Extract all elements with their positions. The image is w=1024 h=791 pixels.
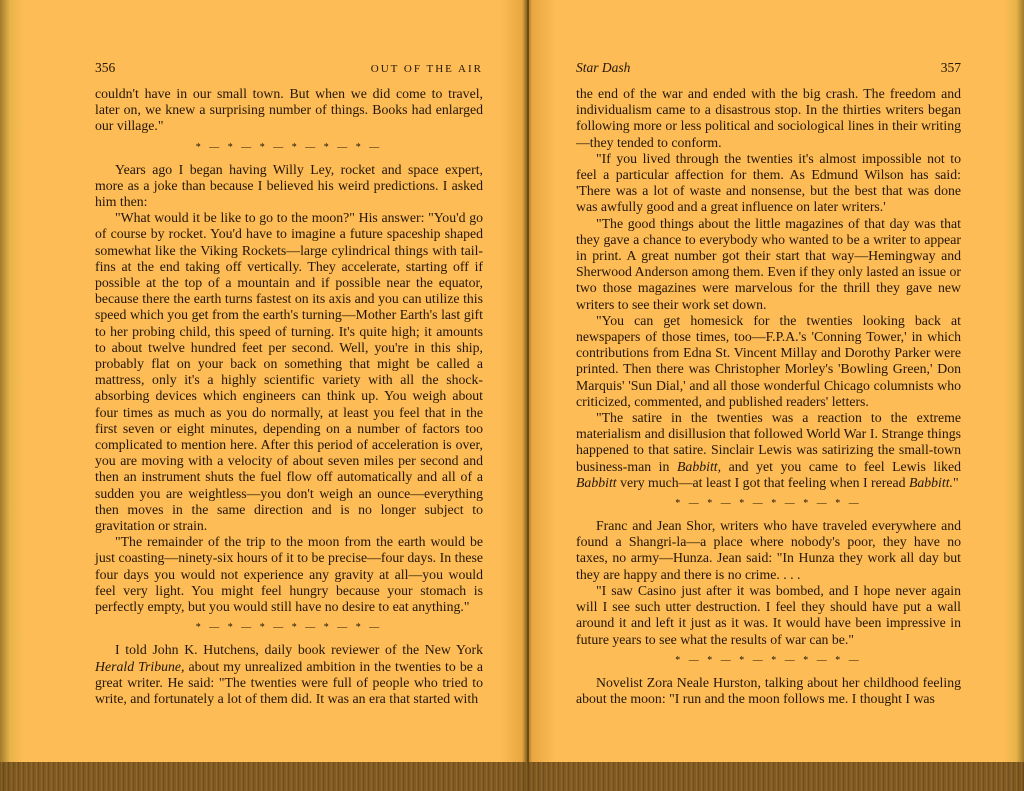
italic-title: Herald Tribune, bbox=[95, 658, 185, 674]
paragraph: "The good things about the little magazines of that day was that they gave a chance to everybody who wanted to be a writer to appear in print. A great number got their start that way—Hemingway and Sherwood Anderson among them. Even if they only lasted an issue or two those magazines were marvelous for the thrill they gave new writers to see their work set down. bbox=[576, 215, 961, 312]
paragraph: Franc and Jean Shor, writers who have traveled everywhere and found a Shangri-la—a place where nobody's poor, they have no taxes, no army—Hunza. Jean said: "In Hunza they work all day but they are happy and there is no crime. . . . bbox=[576, 518, 961, 582]
book-gutter bbox=[527, 0, 529, 791]
running-head-left bbox=[95, 60, 483, 84]
paragraph: "If you lived through the twenties it's almost impossible not to feel a particular affection for them. As Edmund Wilson has said: 'There was a lot of waste and nonsense, but the best that was done was awfully good and a great influence on later writers.' bbox=[576, 150, 961, 215]
text-run: I told John K. Hutchens, daily book reviewer of the New York bbox=[115, 642, 483, 658]
text-run: about my unrealized ambition in the twenties to be a great writer. He said: "The twenties were full of people who tried to write, and fortunately a lot of them did. It was an era that started with bbox=[95, 658, 483, 706]
paragraph: Years ago I began having Willy Ley, rocket and space expert, more as a joke than because I believed his weird predictions. I asked him then: bbox=[95, 161, 483, 210]
running-head-title: OUT OF THE AIR bbox=[370, 63, 483, 75]
page-number: 357 bbox=[940, 60, 961, 75]
paragraph bbox=[95, 642, 483, 707]
section-break: * — * — * — * — * — * — bbox=[195, 622, 383, 634]
section-break: * — * — * — * — * — * — bbox=[195, 141, 383, 153]
italic-title: Babbitt bbox=[576, 474, 617, 490]
text-run: very much—at least I got that feeling when I reread bbox=[616, 474, 909, 490]
section-break: * — * — * — * — * — * — bbox=[675, 654, 862, 666]
italic-title: Babbitt, bbox=[677, 458, 722, 474]
running-head-right bbox=[576, 60, 961, 84]
paragraph: "The remainder of the trip to the moon from the earth would be just coasting—ninety-six hours of it to be precise—four days. In these four days you would not experience any gravity at all—you would feel very light. You might feel hungry because your stomach is perfectly empty, but you would still have no desire to eat anything." bbox=[95, 534, 483, 615]
section-break: * — * — * — * — * — * — bbox=[675, 498, 862, 510]
text-run: "The satire in the twenties was a reaction to the extreme materialism and disillusion that followed World War I. Strange things happened to that satire. Sinclair Lewis was satirizing the small-town business-man in bbox=[576, 410, 961, 474]
paragraph: "I saw Casino just after it was bombed, and I hope never again will I see such utter destruction. I feel they should have put a wall around it and left it just as it was. It would have been impressive in future years to see what the results of war can be." bbox=[576, 582, 961, 647]
paragraph: Novelist Zora Neale Hurston, talking about her childhood feeling about the moon: "I run and the moon follows me. I thought I was bbox=[576, 674, 961, 706]
page-edges bbox=[0, 762, 1024, 791]
left-page bbox=[95, 60, 483, 707]
paragraph: the end of the war and ended with the big crash. The freedom and individualism came to a disastrous stop. In the thirties writers began following more or less political and sociological lines in their writing—they tended to conform. bbox=[576, 86, 961, 150]
paragraph bbox=[576, 410, 961, 491]
right-page bbox=[576, 60, 961, 707]
running-head-title: Star Dash bbox=[576, 60, 631, 75]
page-number: 356 bbox=[95, 60, 116, 75]
text-run: and yet you came to feel Lewis liked bbox=[721, 458, 961, 474]
paragraph: couldn't have in our small town. But when we did come to travel, later on, we knew a surprising number of things. Books had enlarged our village." bbox=[95, 86, 483, 134]
italic-title: Babbitt. bbox=[908, 474, 954, 490]
paragraph: "You can get homesick for the twenties looking back at newspapers of those times, too—F.P.A.'s 'Conning Tower,' in which contributions from Edna St. Vincent Millay and Dorothy Parker were printed. Then there was Christopher Morley's 'Bowling Green,' Don Marquis' 'Sun Dial,' and all those wonderful Chicago columnists who criticized, commented, and published readers' letters. bbox=[576, 312, 961, 409]
text-run: " bbox=[953, 474, 959, 490]
paragraph: "What would it be like to go to the moon?" His answer: "You'd go of course by rocket. You'd have to imagine a future spaceship shaped somewhat like the Viking Rockets—large cylindrical things with tail-fins at the end taking off vertically. They accelerate, starting off if possible at the top of a mountain and if possible near the equator, because there the earth turns fastest on its axis and you can utilize this speed which you get from the earth's turning—Mother Earth's last gift to her probing child, this speed of turning. It's quite high; it amounts to about twelve hundred feet per second. Well, you're in this ship, probably flat on your back on something that might be called a mattress, only it's a highly scientific variety with all the shock-absorbing devices which engineers can think up. You weigh about four times as much as you do normally, at least you feel that in the first seven or eight minutes, depending on a number of factors too complicated to mention here. After this period of acceleration is over, you are moving with a velocity of about seven miles per second and then an instrument shuts the fuel flow off automatically and all of a sudden you are weightless—you don't weigh an ounce—everything then moves in the same direction and is no longer subject to gravitation or strain. bbox=[95, 210, 483, 534]
